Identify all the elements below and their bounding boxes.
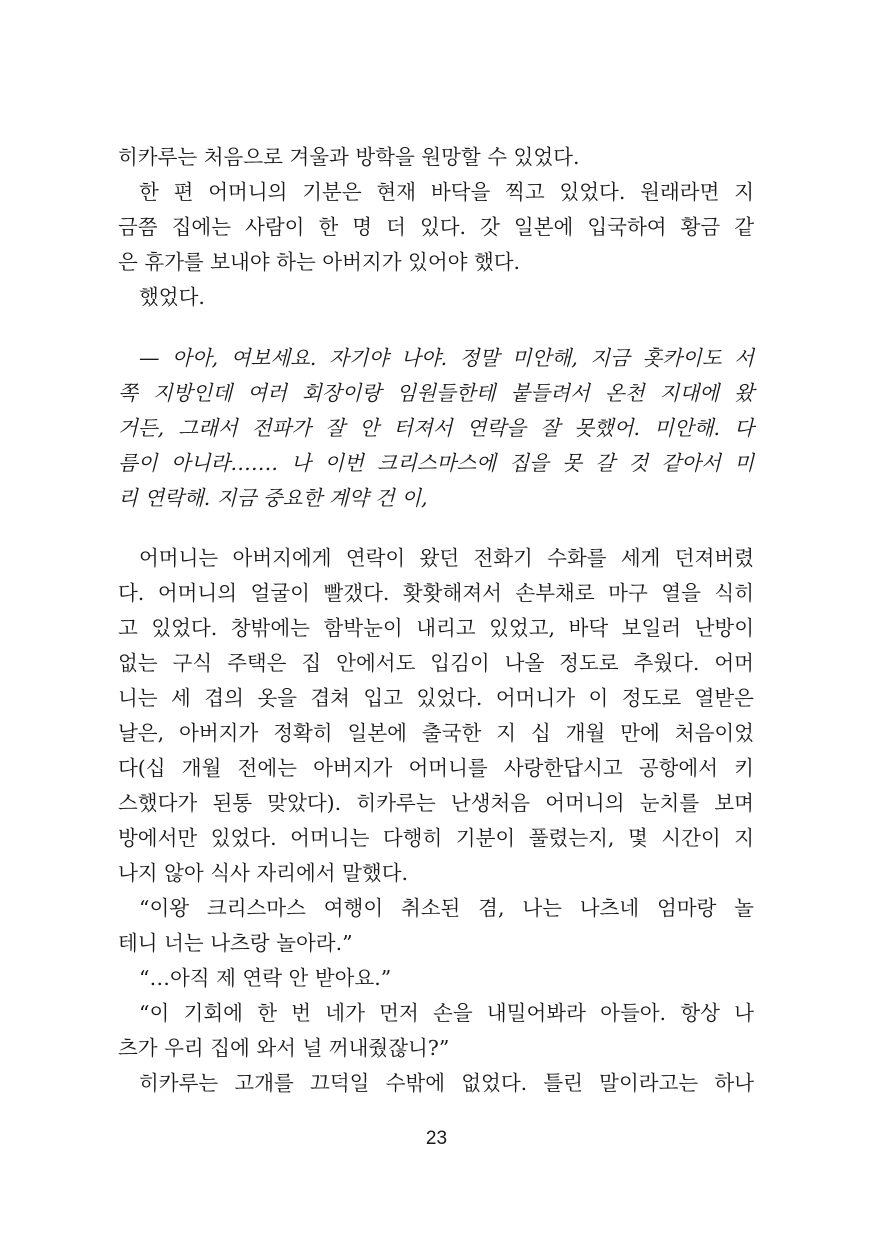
text-line: 날은, 아버지가 정확히 일본에 출국한 지 십 개월 만에 처음이었 [118, 721, 754, 745]
dialogue-line: “이왕 크리스마스 여행이 취소된 겸, 나는 나츠네 엄마랑 놀 [139, 896, 754, 920]
italic-text-line: 리 연락해. 지금 중요한 계약 건 이, [118, 486, 428, 510]
text-line: 한 편 어머니의 기분은 현재 바닥을 찍고 있었다. 원래라면 지 [139, 180, 754, 204]
text-line: 다. 어머니의 얼굴이 빨갰다. 홧홧해져서 손부채로 마구 열을 식히 [118, 581, 754, 605]
text-line: 방에서만 있었다. 어머니는 다행히 기분이 풀렸는지, 몇 시간이 지 [118, 826, 754, 850]
text-line: 히카루는 고개를 끄덕일 수밖에 없었다. 틀린 말이라고는 하나 [139, 1071, 754, 1095]
text-line: 고 있었다. 창밖에는 함박눈이 내리고 있었고, 바닥 보일러 난방이 [118, 616, 754, 640]
text-line: 없는 구식 주택은 집 안에서도 입김이 나올 정도로 추웠다. 어머 [118, 651, 754, 675]
text-line: 다(십 개월 전에는 아버지가 어머니를 사랑한답시고 공항에서 키 [118, 756, 754, 780]
dialogue-line: “이 기회에 한 번 네가 먼저 손을 내밀어봐라 아들아. 항상 나 [139, 1001, 754, 1025]
dialogue-line: 츠가 우리 집에 와서 널 꺼내줬잖니?” [118, 1036, 450, 1060]
italic-text-line: 거든, 그래서 전파가 잘 안 터져서 연락을 잘 못했어. 미안해. 다 [118, 416, 754, 440]
page-number: 23 [425, 1128, 448, 1149]
text-line: 스했다가 된통 맞았다). 히카루는 난생처음 어머니의 눈치를 보며 [118, 791, 754, 815]
italic-text-line: 쪽 지방인데 여러 회장이랑 임원들한테 붙들려서 온천 지대에 왔 [118, 381, 754, 405]
text-line: 금쯤 집에는 사람이 한 명 더 있다. 갓 일본에 입국하여 황금 같 [118, 215, 754, 239]
dialogue-line: 테니 너는 나츠랑 놀아라.” [118, 931, 353, 955]
italic-text-line: 름이 아니라……. 나 이번 크리스마스에 집을 못 갈 것 같아서 미 [118, 451, 754, 475]
text-line: 했었다. [139, 285, 205, 309]
text-line: 히카루는 처음으로 겨울과 방학을 원망할 수 있었다. [118, 145, 580, 169]
text-line: 나지 않아 식사 자리에서 말했다. [118, 861, 409, 885]
italic-text-line: — 아아, 여보세요. 자기야 나야. 정말 미안해, 지금 홋카이도 서 [139, 346, 754, 370]
text-line: 은 휴가를 보내야 하는 아버지가 있어야 했다. [118, 250, 521, 274]
text-line: 어머니는 아버지에게 연락이 왔던 전화기 수화를 세게 던져버렸 [139, 546, 754, 570]
text-line: 니는 세 겹의 옷을 겹쳐 입고 있었다. 어머니가 이 정도로 열받은 [118, 686, 754, 710]
dialogue-line: “…아직 제 연락 안 받아요.” [139, 966, 392, 990]
